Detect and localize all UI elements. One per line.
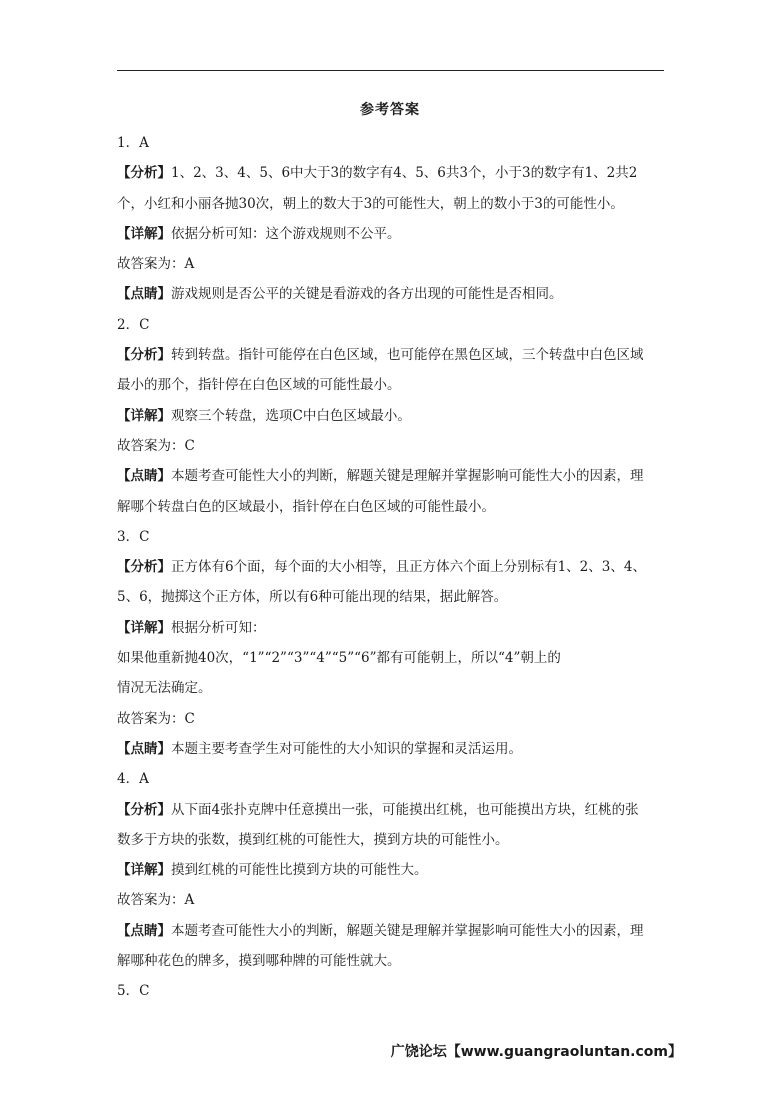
text-line xyxy=(117,128,665,158)
text-line xyxy=(117,370,665,400)
text-line xyxy=(117,764,665,794)
text-line xyxy=(117,734,665,764)
text-line xyxy=(117,673,665,703)
text-line xyxy=(117,158,665,188)
line-text: 故答案为：A xyxy=(117,892,195,909)
line-text: 转到转盘。指针可能停在白色区域，也可能停在黑色区域，三个转盘中白色区域 xyxy=(171,347,644,364)
line-text: 个，小红和小丽各抛30次，朝上的数大于3的可能性大，朝上的数小于3的可能性小。 xyxy=(117,195,624,212)
text-line xyxy=(117,582,665,612)
line-tag: 【点睛】 xyxy=(117,740,171,757)
line-tag: 【分析】 xyxy=(117,559,171,576)
line-text: 1．A xyxy=(117,135,149,151)
text-line xyxy=(117,431,665,461)
line-text: 依据分析可知：这个游戏规则不公平。 xyxy=(171,225,401,242)
line-text: 观察三个转盘，选项C中白色区域最小。 xyxy=(171,407,411,424)
line-tag: 【分析】 xyxy=(117,165,171,182)
text-line xyxy=(117,461,665,491)
text-line xyxy=(117,249,665,279)
text-line xyxy=(117,522,665,552)
text-line xyxy=(117,492,665,522)
text-line xyxy=(117,855,665,885)
line-tag: 【详解】 xyxy=(117,862,171,879)
answer-content xyxy=(117,128,665,1007)
line-text: 本题主要考查学生对可能性的大小知识的掌握和灵活运用。 xyxy=(171,740,522,757)
line-text: 1、2、3、4、5、6中大于3的数字有4、5、6共3个，小于3的数字有1、2共2 xyxy=(171,165,638,182)
text-line xyxy=(117,825,665,855)
text-line xyxy=(117,613,665,643)
text-line xyxy=(117,704,665,734)
text-line xyxy=(117,401,665,431)
text-line xyxy=(117,310,665,340)
line-text: 2．C xyxy=(117,316,150,333)
header-rule xyxy=(117,70,664,71)
text-line xyxy=(117,976,665,1006)
line-text: 本题考查可能性大小的判断，解题关键是理解并掌握影响可能性大小的因素，理 xyxy=(171,922,644,939)
line-text: 摸到红桃的可能性比摸到方块的可能性大。 xyxy=(171,862,428,879)
line-text: 故答案为：A xyxy=(117,256,195,273)
line-text: 5．C xyxy=(117,983,150,1000)
line-text: 正方体有6个面，每个面的大小相等，且正方体六个面上分别标有1、2、3、4、 xyxy=(171,559,646,576)
text-line xyxy=(117,643,665,673)
text-line xyxy=(117,189,665,219)
page-title: 参考答案 xyxy=(360,102,420,118)
line-text: 故答案为：C xyxy=(117,437,195,454)
line-text: 5、6，抛掷这个正方体，所以有6种可能出现的结果，据此解答。 xyxy=(117,589,508,606)
line-tag: 【详解】 xyxy=(117,407,171,424)
line-text: 3．C xyxy=(117,528,150,545)
text-line xyxy=(117,916,665,946)
line-text: 如果他重新抛40次，“1”“2”“3”“4”“5”“6”都有可能朝上，所以“4”朝上的 xyxy=(117,650,561,667)
line-text: 情况无法确定。 xyxy=(117,680,212,697)
line-text: 数多于方块的张数，摸到红桃的可能性大，摸到方块的可能性小。 xyxy=(117,831,509,848)
line-text: 解哪种花色的牌多，摸到哪种牌的可能性就大。 xyxy=(117,953,401,970)
text-line xyxy=(117,279,665,309)
line-text: 从下面4张扑克牌中任意摸出一张，可能摸出红桃，也可能摸出方块，红桃的张 xyxy=(171,801,639,818)
line-text: 解哪个转盘白色的区域最小，指针停在白色区域的可能性最小。 xyxy=(117,498,495,515)
text-line xyxy=(117,946,665,976)
line-tag: 【点睛】 xyxy=(117,286,171,303)
line-tag: 【详解】 xyxy=(117,225,171,242)
footer-watermark: 广饶论坛【www.guangraoluntan.com】 xyxy=(390,1044,682,1060)
text-line xyxy=(117,340,665,370)
line-text: 游戏规则是否公平的关键是看游戏的各方出现的可能性是否相同。 xyxy=(171,286,563,303)
text-line xyxy=(117,885,665,915)
text-line xyxy=(117,219,665,249)
line-text: 4．A xyxy=(117,771,149,788)
line-tag: 【点睛】 xyxy=(117,922,171,939)
line-text: 根据分析可知： xyxy=(171,619,266,636)
text-line xyxy=(117,552,665,582)
line-text: 故答案为：C xyxy=(117,710,195,727)
line-text: 本题考查可能性大小的判断，解题关键是理解并掌握影响可能性大小的因素，理 xyxy=(171,468,644,485)
line-tag: 【详解】 xyxy=(117,619,171,636)
line-tag: 【分析】 xyxy=(117,801,171,818)
line-tag: 【分析】 xyxy=(117,347,171,364)
line-tag: 【点睛】 xyxy=(117,468,171,485)
text-line xyxy=(117,795,665,825)
line-text: 最小的那个，指针停在白色区域的可能性最小。 xyxy=(117,377,401,394)
